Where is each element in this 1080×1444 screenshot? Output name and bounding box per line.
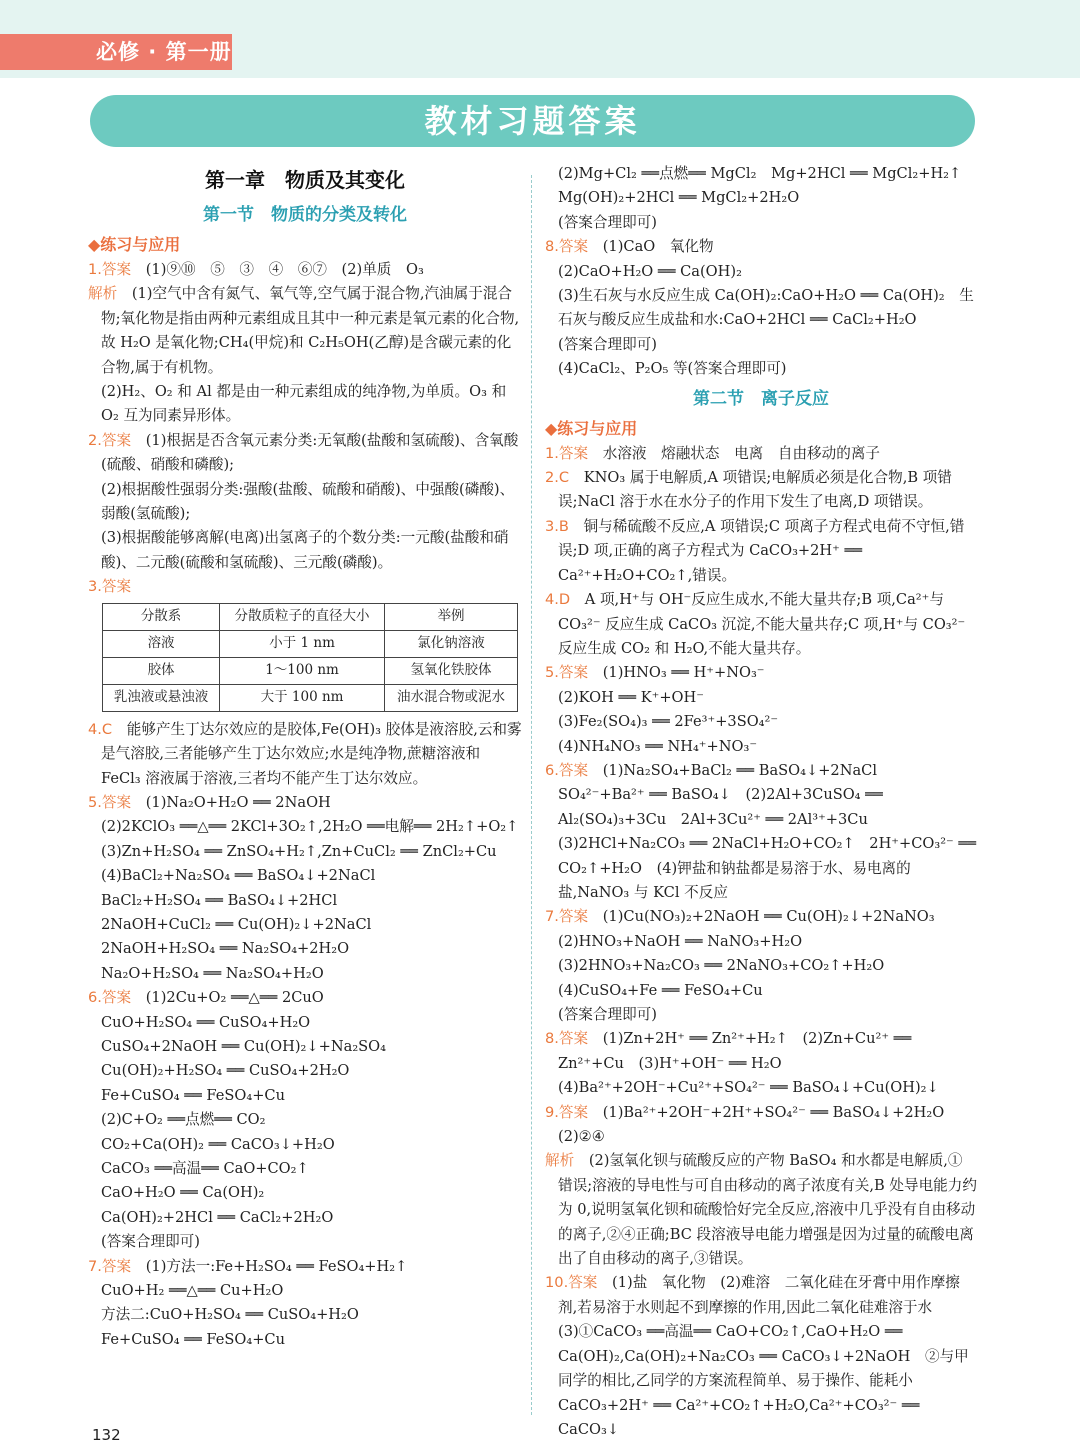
answer-line xyxy=(545,954,977,978)
answer-text: CuSO₄+2NaOH ══ Cu(OH)₂↓+Na₂SO₄ xyxy=(101,1037,386,1055)
table-row xyxy=(103,630,518,657)
answer-line xyxy=(88,840,522,864)
answer-label: 9.答案 xyxy=(545,1103,589,1121)
answer-line xyxy=(545,357,977,381)
answer-text: (2)KOH ══ K⁺+OH⁻ xyxy=(558,688,704,706)
answer-line xyxy=(88,1328,522,1352)
answer-text: 方法二:CuO+H₂SO₄ ══ CuSO₄+H₂O xyxy=(101,1306,359,1324)
answer-text: (4)NH₄NO₃ ══ NH₄⁺+NO₃⁻ xyxy=(558,737,758,755)
answer-text: Cu(OH)₂+H₂SO₄ ══ CuSO₄+2H₂O xyxy=(101,1062,350,1080)
answer-text: (1)Zn+2H⁺ ══ Zn²⁺+H₂↑ (2)Zn+Cu²⁺ ══ Zn²⁺+Cu (3)H⁺+OH⁻ ══ H₂O (4)Ba²⁺+2OH⁻+Cu²⁺+SO₄²⁻ ══ BaSO₄↓+Cu(OH)₂↓ xyxy=(558,1030,939,1097)
answer-line xyxy=(88,478,522,527)
answer-text: (1)空气中含有氮气、氧气等,空气属于混合物,汽油属于混合物;氧化物是指由两种元素组成且其中一种元素是氧元素的化合物,故 H₂O 是氧化物;CH₄(甲烷)和 C₂H₅OH(乙醇)是含碳元素的化合物,属于有机物。 xyxy=(101,285,520,376)
answer-text: 铜与稀硫酸不反应,A 项错误;C 项离子方程式电荷不守恒,错误;D 项,正确的离子方程式为 CaCO₃+2H⁺ ══ Ca²⁺+H₂O+CO₂↑,错误。 xyxy=(558,517,965,584)
answer-line xyxy=(88,718,522,791)
answer-text: (2)Mg+Cl₂ ══点燃══ MgCl₂ Mg+2HCl ══ MgCl₂+H₂↑ xyxy=(558,165,962,182)
answer-text: CuO+H₂SO₄ ══ CuSO₄+H₂O xyxy=(101,1013,311,1031)
subsection-title: ◆练习与应用 xyxy=(88,235,181,254)
answer-label: 4.C xyxy=(88,720,113,738)
answer-text: Fe+CuSO₄ ══ FeSO₄+Cu xyxy=(101,1086,285,1104)
answer-line xyxy=(545,710,977,734)
table-cell: 油水混合物或泥水 xyxy=(384,684,517,711)
page-number: 132 xyxy=(92,1426,121,1444)
answer-text: (3)根据酸能够离解(电离)出氢离子的个数分类:一元酸(盐酸和硝酸)、二元酸(硫酸和氢硫酸)、三元酸(磷酸)。 xyxy=(101,529,509,571)
answer-line xyxy=(545,235,977,259)
answer-line xyxy=(545,1101,977,1125)
answer-label: 4.D xyxy=(545,591,571,609)
answer-line xyxy=(545,979,977,1003)
answer-label: 6.答案 xyxy=(545,761,589,779)
answer-line xyxy=(545,735,977,759)
answer-line xyxy=(88,258,522,282)
answer-line xyxy=(88,913,522,937)
answer-label: 7.答案 xyxy=(545,908,589,926)
answer-text: (2)②④ xyxy=(558,1128,605,1146)
answer-text: 2NaOH+H₂SO₄ ══ Na₂SO₄+2H₂O xyxy=(101,940,350,958)
answer-line xyxy=(88,1035,522,1059)
answer-text: (1)Na₂SO₄+BaCl₂ ══ BaSO₄↓+2NaCl SO₄²⁻+Ba²⁺ ══ BaSO₄↓ (2)2Al+3CuSO₄ ══ Al₂(SO₄)₃+3Cu 2Al+3Cu²⁺ ══ 2Al³⁺+3Cu (3)2HCl+Na₂CO₃ ══ 2NaCl+H₂O+CO₂↑ 2H⁺+CO₃²⁻ ══ CO₂↑+H₂O (4)钾盐和钠盐都是易溶于水、易电离的盐,NaNO₃ 与 KCl 不反应 xyxy=(558,761,976,901)
answer-label: 8.答案 xyxy=(545,238,589,256)
answer-line xyxy=(545,186,977,210)
answer-text: (3)Fe₂(SO₄)₃ ══ 2Fe³⁺+3SO₄²⁻ xyxy=(558,713,779,731)
answer-line xyxy=(88,1230,522,1254)
table-header-row xyxy=(103,603,518,630)
answer-line xyxy=(88,986,522,1010)
answer-list xyxy=(88,718,522,1353)
answer-text: (答案合理即可) xyxy=(558,213,657,231)
chapter-title: 第一章 物质及其变化 xyxy=(205,168,405,192)
answer-text: (4)CaCl₂、P₂O₅ 等(答案合理即可) xyxy=(558,360,787,378)
answer-text: (答案合理即可) xyxy=(101,1233,200,1251)
answer-line xyxy=(88,282,522,380)
answer-text: (2)根据酸性强弱分类:强酸(盐酸、硫酸和硝酸)、中强酸(磷酸)、弱酸(氢硫酸); xyxy=(101,480,515,523)
answer-text: (1)Ba²⁺+2OH⁻+2H⁺+SO₄²⁻ ══ BaSO₄↓+2H₂O xyxy=(602,1103,945,1121)
right-column xyxy=(545,162,977,1442)
answer-label: 3.答案 xyxy=(88,578,132,596)
answer-line xyxy=(88,429,522,478)
answer-line xyxy=(545,333,977,357)
answer-text: 水溶液 熔融状态 电离 自由移动的离子 xyxy=(602,444,881,462)
table-row xyxy=(103,684,518,711)
answer-line xyxy=(545,211,977,235)
book-tab: 必修 · 第一册 xyxy=(0,34,232,70)
answer-text: (3)Zn+H₂SO₄ ══ ZnSO₄+H₂↑,Zn+CuCl₂ ══ ZnCl₂+Cu xyxy=(101,842,497,860)
subsection-title: ◆练习与应用 xyxy=(545,418,638,438)
answer-line xyxy=(88,380,522,429)
answer-text: KNO₃ 属于电解质,A 项错误;电解质必须是化合物,B 项错误;NaCl 溶于水在水分子的作用下发生了电离,D 项错误。 xyxy=(558,469,952,511)
answer-line xyxy=(88,1279,522,1303)
answer-line xyxy=(545,661,977,685)
answer-line xyxy=(545,442,977,466)
answer-text: (1)HNO₃ ══ H⁺+NO₃⁻ xyxy=(602,664,765,682)
answer-text: (2)2KClO₃ ══△══ 2KCl+3O₂↑,2H₂O ══电解══ 2H₂↑+O₂↑ xyxy=(101,818,519,836)
answer-line xyxy=(88,1133,522,1157)
answer-text: 能够产生丁达尔效应的是胶体,Fe(OH)₃ 胶体是液溶胶,云和雾是气溶胶,三者能够产生丁达尔效应;水是纯净物,蔗糖溶液和 FeCl₃ 溶液属于溶液,三者均不能产生丁达尔效应。 xyxy=(101,720,522,787)
answer-line xyxy=(88,889,522,913)
table-cell: 胶体 xyxy=(103,657,220,684)
answer-line xyxy=(88,962,522,986)
answer-line xyxy=(88,1206,522,1230)
answer-line xyxy=(88,1108,522,1132)
answer-label: 3.B xyxy=(545,517,569,535)
column-divider xyxy=(531,175,532,1415)
answer-text: (1)盐 氧化物 (2)难溶 二氧化硅在牙膏中用作摩擦剂,若易溶于水则起不到摩擦的作用,因此二氧化硅难溶于水 (3)①CaCO₃ ══高温══ CaO+CO₂↑,CaO+H₂O ══ Ca(OH)₂,Ca(OH)₂+Na₂CO₃ ══ CaCO₃↓+2NaOH ②与甲同学的相比,乙同学的方案流程简单、易于操作、能耗小 CaCO₃+2H⁺ ══ Ca²⁺+CO₂↑+H₂O,Ca²⁺+CO₃²⁻ ══ CaCO₃↓ xyxy=(558,1274,969,1438)
answer-label: 5.答案 xyxy=(88,793,132,811)
answer-text: CO₂+Ca(OH)₂ ══ CaCO₃↓+H₂O xyxy=(101,1135,335,1153)
answer-line xyxy=(88,791,522,815)
answer-line xyxy=(545,466,977,515)
answer-line xyxy=(88,1084,522,1108)
answer-line xyxy=(88,526,522,575)
answer-line xyxy=(88,1255,522,1279)
answer-text: (答案合理即可) xyxy=(558,335,657,353)
answer-line xyxy=(545,759,977,905)
answer-text: (4)BaCl₂+Na₂SO₄ ══ BaSO₄↓+2NaCl xyxy=(101,867,376,885)
answer-line xyxy=(545,686,977,710)
answer-text: Fe+CuSO₄ ══ FeSO₄+Cu xyxy=(101,1330,285,1348)
answer-text: (4)CuSO₄+Fe ══ FeSO₄+Cu xyxy=(558,981,763,999)
answer-text: Na₂O+H₂SO₄ ══ Na₂SO₄+H₂O xyxy=(101,964,324,982)
answer-label: 10.答案 xyxy=(545,1274,598,1292)
answer-label: 8.答案 xyxy=(545,1030,589,1048)
answer-text: (2)HNO₃+NaOH ══ NaNO₃+H₂O xyxy=(558,932,803,950)
answer-label: 1.答案 xyxy=(545,444,589,462)
table-row xyxy=(103,657,518,684)
answer-text: (1)Na₂O+H₂O ══ 2NaOH xyxy=(145,793,331,811)
answer-line xyxy=(545,1125,977,1149)
answer-line xyxy=(545,162,977,186)
answer-text: (3)生石灰与水反应生成 Ca(OH)₂:CaO+H₂O ══ Ca(OH)₂ 生石灰与酸反应生成盐和水:CaO+2HCl ══ CaCl₂+H₂O xyxy=(558,287,974,329)
answer-label: 2.答案 xyxy=(88,431,132,449)
table-header-cell: 举例 xyxy=(384,603,517,630)
answer-text: CuO+H₂ ══△══ Cu+H₂O xyxy=(101,1282,284,1300)
answer-text: (1)⑨⑩ ⑤ ③ ④ ⑥⑦ (2)单质 O₃ xyxy=(145,261,424,278)
answer-text: A 项,H⁺与 OH⁻反应生成水,不能大量共存;B 项,Ca²⁺与 CO₃²⁻ 反应生成 CaCO₃ 沉淀,不能大量共存;C 项,H⁺与 CO₃²⁻ 反应生成 CO₂ 和 H₂O,不能大量共存。 xyxy=(558,591,966,657)
answer-text: (3)2HNO₃+Na₂CO₃ ══ 2NaNO₃+CO₂↑+H₂O xyxy=(558,957,885,975)
table-cell: 大于 100 nm xyxy=(220,684,385,711)
answer-text: (1)根据是否含氧元素分类:无氧酸(盐酸和氢硫酸)、含氧酸(硫酸、硝酸和磷酸); xyxy=(101,431,519,474)
answer-line xyxy=(545,905,977,929)
section-title: 第二节 离子反应 xyxy=(693,388,829,409)
table-cell: 氢氧化铁胶体 xyxy=(384,657,517,684)
table-cell: 乳浊液或悬浊液 xyxy=(103,684,220,711)
answer-list xyxy=(88,258,522,600)
dispersion-table xyxy=(102,603,518,712)
answer-label: 7.答案 xyxy=(88,1257,132,1275)
answer-line xyxy=(88,937,522,961)
answer-text: (1)CaO 氧化物 xyxy=(602,238,714,256)
table-cell: 溶液 xyxy=(103,630,220,657)
answer-text: (1)Cu(NO₃)₂+2NaOH ══ Cu(OH)₂↓+2NaNO₃ xyxy=(602,908,935,926)
answer-text: (2)CaO+H₂O ══ Ca(OH)₂ xyxy=(558,262,742,280)
answer-text: (2)C+O₂ ══点燃══ CO₂ xyxy=(101,1111,266,1129)
answer-label: 2.C xyxy=(545,469,570,487)
table-cell: 氯化钠溶液 xyxy=(384,630,517,657)
table-header-cell: 分散系 xyxy=(103,603,220,630)
answer-line xyxy=(545,260,977,284)
answer-text: CaCO₃ ══高温══ CaO+CO₂↑ xyxy=(101,1160,309,1177)
answer-text: Mg(OH)₂+2HCl ══ MgCl₂+2H₂O xyxy=(558,189,800,207)
answer-line xyxy=(88,575,522,599)
answer-label: 6.答案 xyxy=(88,989,132,1007)
answer-line xyxy=(88,1303,522,1327)
table-cell: 1～100 nm xyxy=(220,657,385,684)
answer-text: CaO+H₂O ══ Ca(OH)₂ xyxy=(101,1184,265,1202)
answer-line xyxy=(88,815,522,839)
answer-text: (答案合理即可) xyxy=(558,1006,657,1023)
answer-line xyxy=(545,284,977,333)
analysis-label: 解析 xyxy=(88,285,118,303)
section-title: 第一节 物质的分类及转化 xyxy=(203,205,407,225)
table-header-cell: 分散质粒子的直径大小 xyxy=(220,603,385,630)
answer-line xyxy=(545,588,977,661)
answer-line xyxy=(545,1271,977,1442)
answer-text: (1)2Cu+O₂ ══△══ 2CuO xyxy=(145,989,324,1007)
answer-line xyxy=(88,1157,522,1181)
analysis-label: 解析 xyxy=(545,1152,575,1170)
answer-line xyxy=(545,515,977,588)
answer-text: (2)氢氧化钡与硫酸反应的产物 BaSO₄ 和水都是电解质,①错误;溶液的导电性与可自由移动的离子浓度有关,B 处导电能力约为 0,说明氢氧化钡和硫酸恰好完全反应,溶液中几乎没有自由移动的离子,②④正确;BC 段溶液导电能力增强是因为过量的硫酸电离出了自由移动的离子,③错误。 xyxy=(558,1152,977,1268)
answer-line xyxy=(88,1181,522,1205)
answer-text: (2)H₂、O₂ 和 Al 都是由一种元素组成的纯净物,为单质。O₃ 和 O₂ 互为同素异形体。 xyxy=(101,383,507,425)
answer-line xyxy=(88,864,522,888)
answer-label: 5.答案 xyxy=(545,664,589,682)
page-banner: 教材习题答案 xyxy=(90,95,975,147)
answer-line xyxy=(545,930,977,954)
answer-text: Ca(OH)₂+2HCl ══ CaCl₂+2H₂O xyxy=(101,1208,334,1226)
answer-line xyxy=(88,1059,522,1083)
answer-list xyxy=(545,162,977,382)
answer-line xyxy=(545,1003,977,1027)
answer-list xyxy=(545,442,977,1443)
answer-line xyxy=(88,1011,522,1035)
answer-label: 1.答案 xyxy=(88,261,132,278)
answer-text: (1)方法一:Fe+H₂SO₄ ══ FeSO₄+H₂↑ xyxy=(145,1257,408,1275)
answer-line xyxy=(545,1149,977,1271)
answer-line xyxy=(545,1027,977,1100)
table-cell: 小于 1 nm xyxy=(220,630,385,657)
answer-text: BaCl₂+H₂SO₄ ══ BaSO₄↓+2HCl xyxy=(101,891,338,909)
answer-text: 2NaOH+CuCl₂ ══ Cu(OH)₂↓+2NaCl xyxy=(101,915,372,933)
left-column xyxy=(88,162,522,1352)
